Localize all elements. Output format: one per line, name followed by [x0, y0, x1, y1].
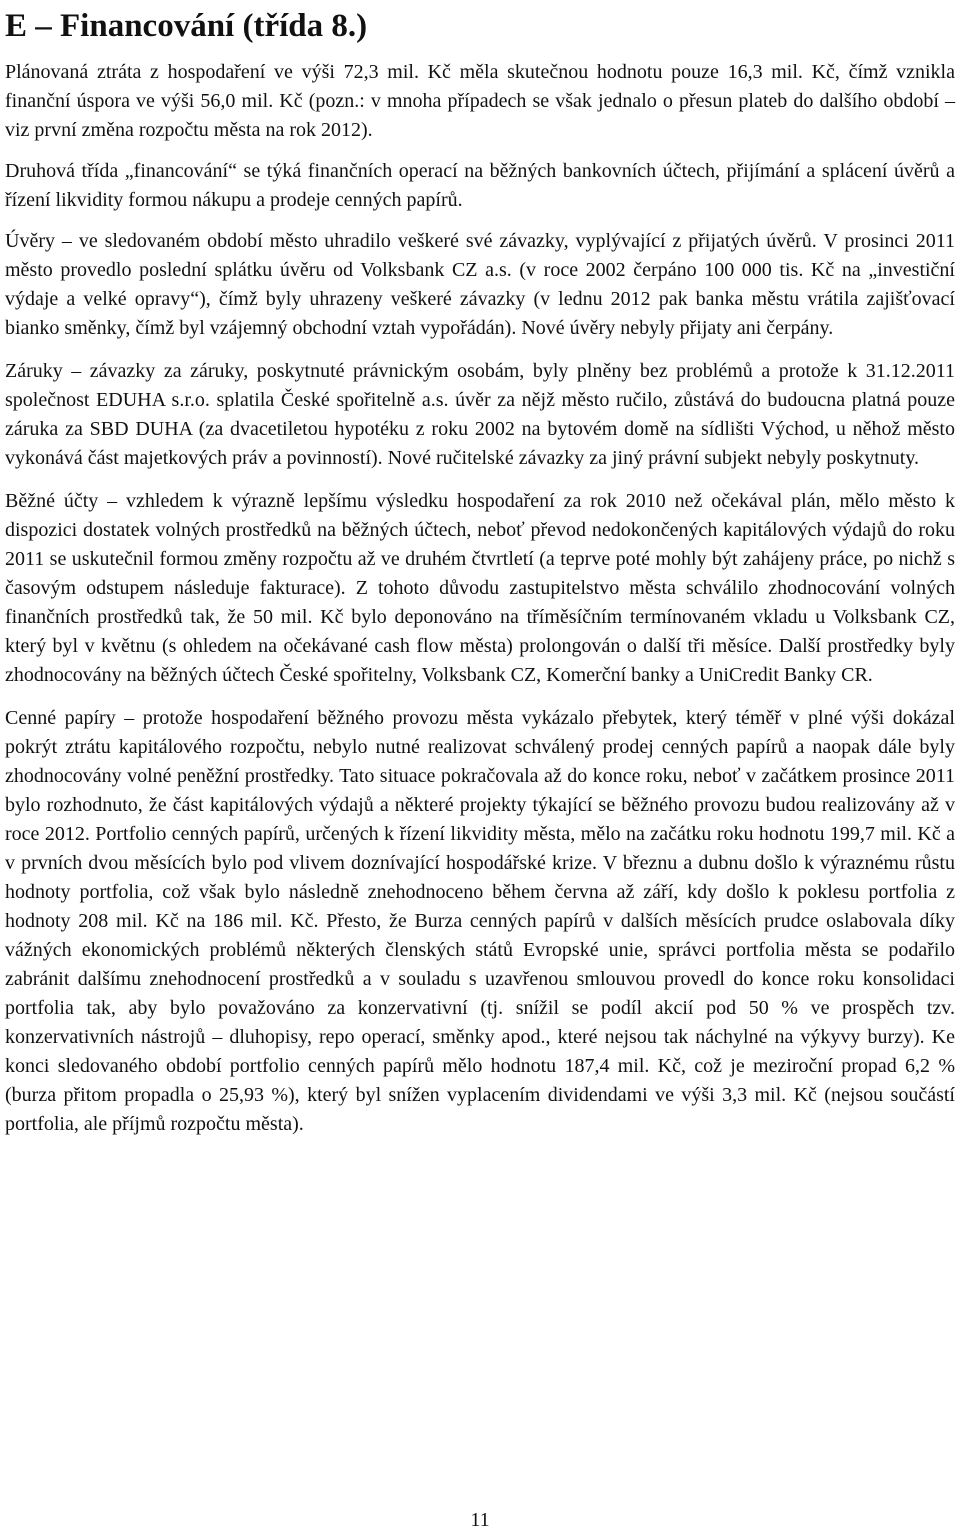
section-heading: E – Financování (třída 8.) [5, 8, 368, 44]
document-page [5, 0, 955, 1139]
paragraph-loss-summary: Plánovaná ztráta z hospodaření ve výši 72,3 mil. Kč měla skutečnou hodnotu pouze 16,3 mil. Kč, čímž vznikla finanční úspora ve výši 56,0 mil. Kč (pozn.: v mnoha případech se však jednalo o přesun plateb do dalšího období – viz první změna rozpočtu města na rok 2012). [5, 61, 955, 141]
paragraph-financing-class: Druhová třída „financování“ se týká finančních operací na běžných bankovních účtech, přijímání a splácení úvěrů a řízení likvidity formou nákupu a prodeje cenných papírů. [5, 160, 955, 211]
paragraph-loans: Úvěry – ve sledovaném období město uhradilo veškeré své závazky, vyplývající z přijatých úvěrů. V prosinci 2011 město provedlo poslední splátku úvěru od Volksbank CZ a.s. (v roce 2002 čerpáno 100 000 tis. Kč na „investiční výdaje a velké opravy“), čímž byly uhrazeny veškeré závazky (v lednu 2012 pak banka městu vrátila zajišťovací bianko směnky, čímž byl vzájemný obchodní vztah vypořádán). Nové úvěry nebyly přijaty ani čerpány. [5, 230, 955, 339]
paragraph-securities: Cenné papíry – protože hospodaření běžného provozu města vykázalo přebytek, který téměř v plné výši dokázal pokrýt ztrátu kapitálového rozpočtu, nebylo nutné realizovat schválený prodej cenných papírů a naopak dále byly zhodnocovány volné peněžní prostředky. Tato situace pokračovala až do konce roku, neboť v začátkem prosince 2011 bylo rozhodnuto, že část kapitálových výdajů a některé projekty týkající se běžného provozu budou realizovány až v roce 2012. Portfolio cenných papírů, určených k řízení likvidity města, mělo na začátku roku hodnotu 199,7 mil. Kč a v prvních dvou měsících bylo pod vlivem doznívající hospodářské krize. V březnu a dubnu došlo k výraznému růstu hodnoty portfolia, což však bylo následně znehodnoceno během června až září, kdy došlo k poklesu portfolia z hodnoty 208 mil. Kč na 186 mil. Kč. Přesto, že Burza cenných papírů v dalších měsících prudce oslabovala díky vážných ekonomických problémů některých členských států Evropské unie, správci portfolia města se podařilo zabránit dalšímu znehodnocení prostředků a v souladu s uzavřenou smlouvou provedl do konce roku konsolidaci portfolia tak, aby bylo považováno za konzervativní (tj. snížil se podíl akcií pod 50 % ve prospěch tzv. konzervativních nástrojů – dluhopisy, repo operací, směnky apod., které nejsou tak náchylné na výkyvy burzy). Ke konci sledovaného období portfolio cenných papírů mělo hodnotu 187,4 mil. Kč, což je meziroční propad 6,2 % (burza přitom propadla o 25,93 %), který byl snížen vyplacením dividendami ve výši 3,3 mil. Kč (nejsou součástí portfolia, ale příjmů rozpočtu města). [5, 707, 955, 1135]
paragraph-current-accounts: Běžné účty – vzhledem k výrazně lepšímu výsledku hospodaření za rok 2010 než očekával plán, mělo město k dispozici dostatek volných prostředků na běžných účtech, neboť převod nedokončených kapitálových výdajů do roku 2011 se uskutečnil formou změny rozpočtu až ve druhém čtvrtletí (a teprve poté mohly být zahájeny práce, po nichž s časovým odstupem následuje fakturace). Z tohoto důvodu zastupitelstvo města schválilo zhodnocování volných finančních prostředků tak, že 50 mil. Kč bylo deponováno na tříměsíčním termínovaném vkladu u Volksbank CZ, který byl v květnu (s ohledem na očekávané cash flow města) prolongován o další tři měsíce. Další prostředky byly zhodnocovány na běžných účtech České spořitelny, Volksbank CZ, Komerční banky a UniCredit Banky CR. [5, 490, 955, 686]
page-number: 11 [470, 1509, 490, 1531]
paragraph-guarantees: Záruky – závazky za záruky, poskytnuté právnickým osobám, byly plněny bez problémů a protože k 31.12.2011 společnost EDUHA s.r.o. splatila České spořitelně a.s. úvěr za nějž město ručilo, zůstává do budoucna platná pouze záruka za SBD DUHA (za dvacetiletou hypotéku z roku 2002 na bytovém domě na sídlišti Východ, u něhož město vykonává část majetkových práv a povinností). Nové ručitelské závazky za jiný právní subjekt nebyly poskytnuty. [5, 360, 955, 469]
